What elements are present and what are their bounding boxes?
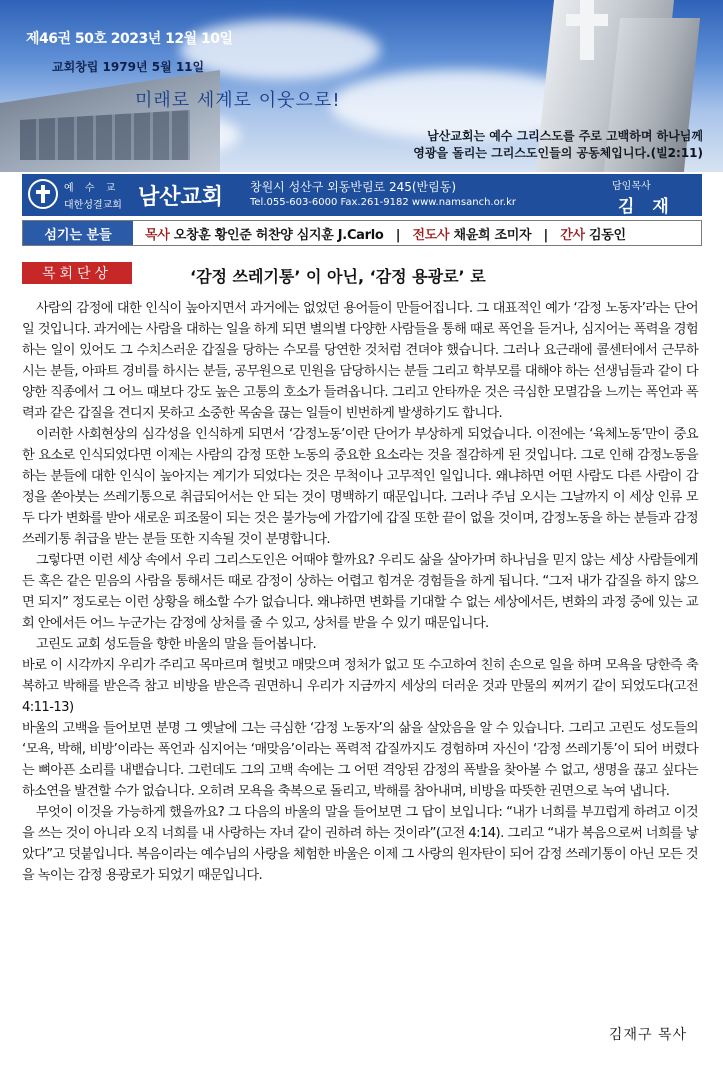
- sermon-title: ‘감정 쓰레기통’ 이 아닌, ‘감정 용광로’ 로: [190, 267, 486, 286]
- denomination-line: 대한성결교회: [64, 200, 122, 211]
- paragraph: 무엇이 이것을 가능하게 했을까요? 그 다음의 바울의 말을 들어보면 그 답이 보입니다: “내가 너희를 부끄럽게 하려고 이것을 쓰는 것이 아니라 오직 너희를 내 사랑하는 자녀 같이 권하려 하는 것이라”(고전 4:14). 그리고 “내가 복음으로써 너희를 낳았다”고 덧붙입니다. 복음이라는 예수님의 사랑을 체험한 바울은 이제 그 사랑의 원자탄이 되어 감정 쓰레기통이 아닌 모든 것을 녹이는 감정 용광로가 되었기 때문입니다.: [22, 805, 698, 883]
- role-names: 오창훈 황인준 허찬양 심지훈 J.Carlo: [173, 227, 384, 243]
- separator: |: [395, 227, 401, 243]
- pastor-label: 담임목사: [612, 181, 651, 192]
- signature: 김재구 목사: [608, 1027, 687, 1043]
- cross-icon: [566, 14, 608, 26]
- paragraph: 사람의 감정에 대한 인식이 높아지면서 과거에는 없었던 용어들이 만들어집니다. 그 대표적인 예가 ‘감정 노동자’라는 단어일 것입니다. 과거에는 사람을 대하는 일을 하게 되면 별의별 다양한 사람들을 통해 때로 폭언을 듣거나, 심지어는 폭력을 경험하는 일이 있어도 그 수치스러운 갑질을 당하는 수모를 당연한 것처럼 견뎌야 했습니다. 그러나 요근래에 콜센터에서 근무하시는 분들, 아파트 경비를 하시는 분들, 공무원으로 민원을 담당하시는 분들 그리고 학부모를 대해야 하는 선생님들과 같이 다양한 직종에서 그 어느 때보다 강도 높은 고통의 호소가 들려옵니다. 그리고 안타까운 것은 극심한 모멸감을 느끼는 폭언과 폭력과 같은 갑질을 견디지 못하고 소중한 목숨을 끊는 일들이 빈번하게 발생하기도 합니다.: [22, 301, 698, 421]
- servants-list: [133, 224, 626, 243]
- header-banner: [0, 0, 723, 172]
- role-label: 목사: [145, 227, 170, 243]
- paragraph: 그렇다면 이런 세상 속에서 우리 그리스도인은 어때야 할까요? 우리도 삶을 살아가며 하나님을 믿지 않는 세상 사람들에게든 혹은 같은 믿음의 사람을 통해서든 때로 감정이 상하는 어렵고 힘겨운 경험들을 하게 됩니다. “그저 내가 갑질을 하지 않으면 되지” 정도로는 이런 상황을 해소할 수가 없습니다. 왜냐하면 변화를 기대할 수 없는 세상에서든, 변화의 과정 중에 있는 교회 안에서든 어느 누군가는 감정에 상처를 줄 수 있고, 상처를 받을 수 있기 때문입니다.: [22, 553, 698, 631]
- paragraph: 바울의 고백을 들어보면 분명 그 옛날에 그는 극심한 ‘감정 노동자’의 삶을 살았음을 알 수 있습니다. 그리고 고린도 성도들의 ‘모욕, 박해, 비방’이라는 폭언과 심지어는 ‘매맞음’이라는 폭력적 갑질까지도 경험하며 자신이 ‘감정 쓰레기통’이 되어 버렸다는 뼈아픈 소리를 내뱉습니다. 그런데도 그의 고백 속에는 그 어떤 격앙된 감정의 폭발을 찾아볼 수 없고, 생명을 끊고 싶다는 하소연을 발견할 수가 없습니다. 오히려 모욕을 축복으로 돌리고, 박해를 참아내며, 비방을 따뜻한 권면으로 녹여 냅니다.: [22, 721, 698, 799]
- servants-row: [22, 220, 702, 246]
- church-logo-icon: [28, 179, 58, 209]
- role-names: 김동인: [588, 227, 626, 243]
- slogan: 미래로 세계로 이웃으로!: [135, 90, 341, 111]
- mission-line: 남산교회는 예수 그리스도를 주로 고백하며 하나님께: [427, 129, 703, 143]
- column-tag: 목회단상: [22, 262, 132, 284]
- sermon-body: [22, 298, 698, 886]
- denomination-line: 예 수 교: [64, 183, 120, 194]
- church-name: 남산교회: [138, 184, 224, 210]
- role-label: 간사: [560, 227, 585, 243]
- issue-info: 제46권 50호 2023년 12월 10일: [26, 31, 233, 47]
- church-address: 창원시 성산구 외동반림로 245(반림동): [250, 180, 457, 194]
- pastor-name: 김 재 구: [618, 197, 675, 242]
- separator: |: [543, 227, 548, 243]
- paragraph: 이러한 사회현상의 심각성을 인식하게 되면서 ‘감정노동’이란 단어가 부상하게 되었습니다. 이전에는 ‘육체노동’만이 중요한 요소로 인식되었다면 이제는 사람의 감정 또한 노동의 중요한 요소라는 것을 절감하게 된 것입니다. 그로 인해 감정노동을 하는 분들에 대한 인식이 높아지는 계기가 되었다는 것은 무척이나 고무적인 일입니다. 왜냐하면 어떤 사람도 다른 사람이 감정을 쏟아붓는 쓰레기통으로 취급되어서는 안 되는 것이 명백하기 때문입니다. 그러나 주님 오시는 그날까지 이 세상 인류 모두 다가 변화를 받아 새로운 피조물이 되는 것은 불가능에 가깝기에 갑질 또한 끝이 없을 것이며, 감정노동을 하는 분들과 감정 쓰레기통 취급을 받는 분들 또한 지속될 것이 분명합니다.: [22, 427, 698, 547]
- cross-icon: [580, 0, 594, 60]
- scripture-quote: 바로 이 시각까지 우리가 주리고 목마르며 헐벗고 매맞으며 정처가 없고 또 수고하여 친히 손으로 일을 하며 모욕을 당한즉 축복하고 박해를 받은즉 참고 비방을 받은즉 권면하니 우리가 지금까지 세상의 더러운 것과 만물의 찌꺼기 같이 되었도다(고전 4:11-13): [22, 658, 698, 715]
- mission-line: 영광을 돌리는 그리스도인들의 공동체입니다.(빌2:11): [413, 146, 703, 160]
- mission-statement: [413, 128, 703, 162]
- servants-label: 섬기는 분들: [23, 221, 133, 245]
- church-contact: Tel.055-603-6000 Fax.261-9182 www.namsanch.or.kr: [250, 197, 517, 208]
- paragraph: 고린도 교회 성도들을 향한 바울의 말을 들어봅니다.: [36, 637, 317, 652]
- founded-date: 교회창립 1979년 5월 11일: [52, 60, 205, 74]
- role-names: 채윤희 조미자: [453, 227, 532, 243]
- role-label: 전도사: [412, 227, 450, 243]
